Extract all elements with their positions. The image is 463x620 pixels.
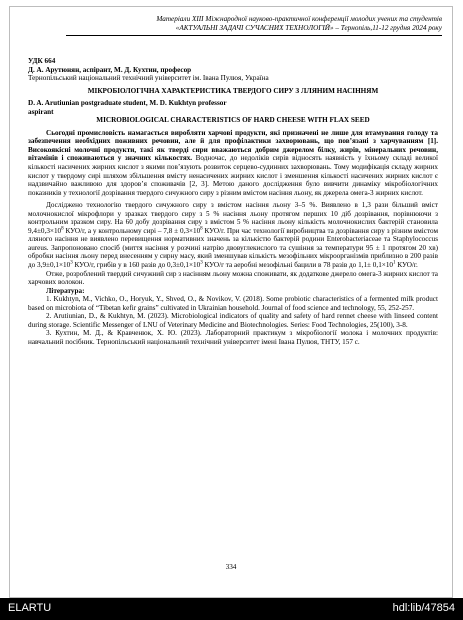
results-text-e: КУО/г та аеробні мезофільні бацили в 78 разів до 1,1± 0,1×10 (202, 261, 394, 270)
title-ua: МІКРОБІОЛОГІЧНА ХАРАКТЕРИСТИКА ТВЕРДОГО СИРУ З ЛЛЯНИМ НАСІННЯМ (87, 86, 379, 95)
exponent: 8 (61, 226, 64, 232)
exponent: 3 (200, 260, 203, 266)
results-text-d: КУО/г, грибів у в 160 разів до 0,3±0,1×10 (72, 261, 201, 270)
paper-body (28, 57, 438, 347)
results-text-c: КУО/г. При час технології виробництва та дозрівання сиру з різним вмістом лляного насіння не виявлено перевищення нормативних значень за кількістю бактерій родини Enterobacteriaceae та Staphylococcus aureus. Запропоновано спосіб (миття насіння у розчині натрію двовуглекислого та сушіння за температури 95 ± 1 протягом 20 хв) обробки насіння льону перед внесенням у сирну масу, який зменшував кількість мезофільних мікроорганізмів приблизно в 200 разів до 3,9±0,1×10 (28, 226, 438, 270)
conference-header-line-2: «АКТУАЛЬНІ ЗАДАЧІ СУЧАСНИХ ТЕХНОЛОГІЙ» – Тернопіль,11-12 грудня 2024 року (175, 24, 442, 32)
authors-en: D. A. Arutiunian postgraduate student, M. D. Kukhtyn professor (28, 99, 227, 108)
reference-item: 2. Arutiunian, D., & Kukhtyn, M. (2023). Microbiological indicators of quality and safety of hard rennet cheese with linseed content during storage. Scientific Messenger of LNU of Veterinary Medicine and Biotechnologies. Series: Food Technologies, 25(100), 3-8. (28, 312, 438, 329)
footer-bar (0, 598, 463, 620)
footer-repository-name: ELARTU (8, 602, 52, 614)
authors-ua: Д. А. Арутюнян, аспірант, М. Д. Кухтин, професор (28, 65, 192, 74)
results-text-a: Досліджено технологію твердого сичужного сиру з вмістом насіння льону 3–5 %. Виявлено в 1,3 рази більший вміст молочнокислої мікрофлори у зразках твердого сиру з 5 % насіння льону протягом перших 10 діб дозрівання, порівнюючи з контрольним зразком сиру. На 60 добу дозрівання сиру з вмістом 5 % насіння льону кількість молочнокислих бактерій становила 9,4±0,3×10 (28, 201, 438, 235)
affiliation-ua: Тернопільський національний технічний університет ім. Івана Пулюя, Україна (28, 74, 269, 83)
footer-handle: hdl:lib/47854 (392, 602, 455, 614)
exponent: 1 (393, 260, 396, 266)
authors-en-role: aspirant (28, 107, 54, 116)
conference-header-line-1: Матеріали XIII Міжнародної науково-практичної конференції молодих учених та студентів (156, 15, 442, 23)
title-en: MICROBIOLOGICAL CHARACTERISTICS OF HARD CHEESE WITH FLAX SEED (96, 116, 370, 125)
paragraph-intro-bold: Сьогодні промисловість намагається виробляти харчові продукти, які призначені не лише для втамування голоду та забезпечення необхідних поживних речовин, але й для профілактики захворювань, що пов’язані з харчуванням [1]. Високоякісні молочні продукти, такі як тверді сири вважаються добрим джерелом білку, жирів, мінеральних речовин, вітамінів і споживаються у значних кількостях. (28, 128, 438, 163)
exponent: 3 (70, 260, 73, 266)
references-title: Література: (46, 286, 85, 295)
paragraph-intro-rest: Водночас, до недоліків сирів відносять наявність у їхньому складі великої кількості насичених жирних кислот з якими пов’язують розвиток серцево-судинних захворювань. Тому модифікація складу жирних кислот у твердому сирі шляхом збільшення вмісту ненасичених жирних кислот і зменшення кількості насичених жирних кислот є надзвичайно важливою для здоров’я споживачів [2, 3]. Метою даного дослідження було вивчити динаміку мікробіологічних показників у технології дозрівання твердого сичужного сиру з різним вмістом насіння льону, як джерела омега-3 жирних кислот. (28, 154, 438, 197)
results-text-b: КУО/г, а у контрольному сирі – 7,8 ± 0,3×10 (63, 226, 201, 235)
conference-header (66, 15, 442, 33)
header-rule (66, 35, 442, 36)
udc-code: УДК 664 (28, 57, 56, 65)
paragraph-conclusion: Отже, розроблений твердий сичужний сир з насінням льону можна споживати, як додаткове джерело омега-3 жирних кислот та харчових волокон. (28, 269, 438, 287)
paragraph-intro (28, 129, 438, 197)
reference-item: 3. Кухтин, М. Д., & Кравченюк, Х. Ю. (2023). Лабораторний практикум з мікробіології молока і молочних продуктів: навчальний посібник. Тернопільський національний технічний університет імені Івана Пулюя, ТНТУ, 157 с. (28, 329, 438, 346)
page-number: 334 (225, 563, 237, 571)
exponent: 8 (200, 226, 203, 232)
reference-item: 1. Kukhtyn, M., Vichko, O., Horyuk, Y., Shved, O., & Novikov, V. (2018). Some probiotic characteristics of a fermented milk product based on microbiota of “Tibetan kefir grains” cultivated in Ukrainian household. Journal of food science and technology, 55, 252-257. (28, 295, 438, 312)
paper-page (9, 6, 453, 598)
results-text-f: КУО/г. (395, 261, 418, 270)
paragraph-results (28, 201, 438, 269)
